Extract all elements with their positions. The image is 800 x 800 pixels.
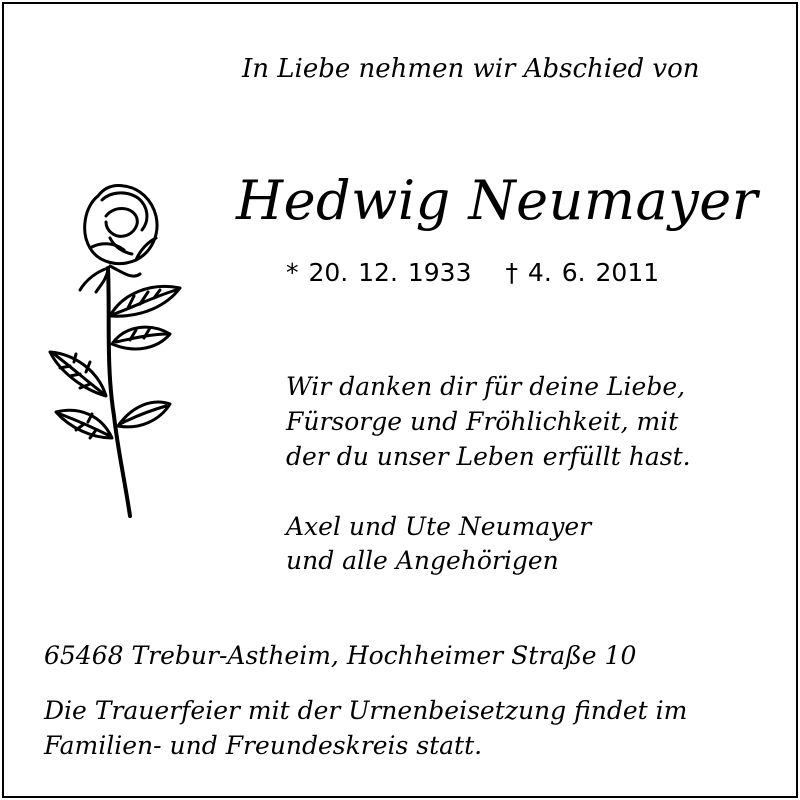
verse-line: der du unser Leben erfüllt hast. [286,442,691,471]
obituary-notice [2,2,798,798]
verse-line: Wir danken dir für deine Liebe, [286,372,686,401]
ceremony-info-line: Die Trauerfeier mit der Urnenbeisetzung findet im [44,696,688,725]
signatory-line: Axel und Ute Neumayer [286,512,592,541]
death-date: † 4. 6. 2011 [505,258,660,287]
birth-date: * 20. 12. 1933 [286,258,472,287]
address-line: 65468 Trebur-Astheim, Hochheimer Straße 10 [44,641,637,670]
signatory-line: und alle Angehörigen [286,546,559,575]
intro-line: In Liebe nehmen wir Abschied von [242,54,700,84]
deceased-name: Hedwig Neumayer [236,169,759,232]
rose-icon [40,176,210,526]
life-dates [286,258,659,287]
verse-line: Fürsorge und Fröhlichkeit, mit [286,407,679,436]
ceremony-info-line: Familien- und Freundeskreis statt. [44,731,483,760]
